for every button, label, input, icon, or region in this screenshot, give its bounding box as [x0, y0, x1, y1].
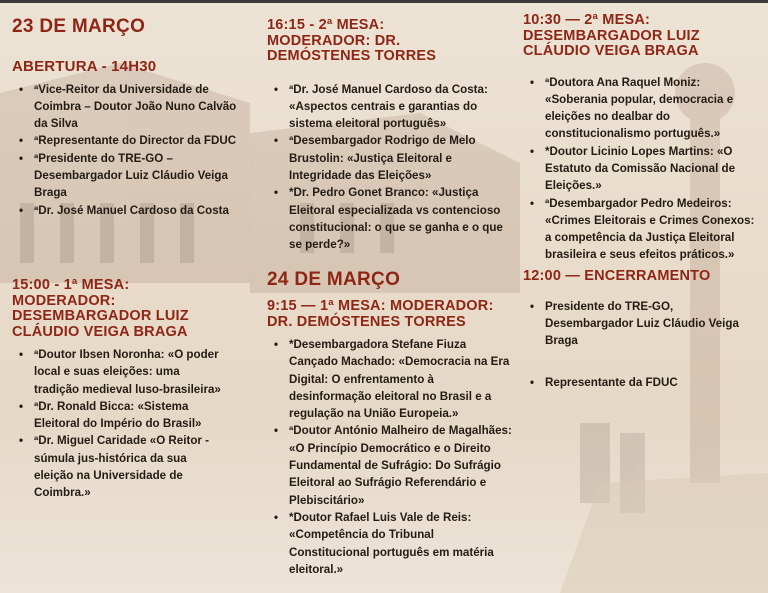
speaker-list: [523, 298, 748, 392]
list-item: • *Doutor Licinio Lopes Martins: «O Estatuto da Comissão Nacional de Eleições.»: [545, 143, 763, 195]
speaker-list: [12, 346, 227, 502]
list-item: • *Doutor Rafael Luis Vale de Reis: «Competência do Tribunal Constitucional português em matéria eleitoral.»: [289, 509, 512, 578]
speaker-list: [523, 74, 763, 264]
list-item: • ªDesembargador Pedro Medeiros: «Crimes Eleitorais e Crimes Conexos: a competência da Justiça Eleitoral brasileira e seus efeitos práticos.»: [545, 195, 763, 264]
section-heading: 9:15 — 1ª MESA: MODERADOR: DR. DEMÓSTENES TORRES: [267, 298, 494, 330]
list-item: • Representante da FDUC: [545, 374, 748, 391]
section-heading: 10:30 — 2ª MESA: DESEMBARGADOR LUIZ CLÁUDIO VEIGA BRAGA: [523, 12, 700, 59]
column-2-session: [267, 18, 507, 253]
list-item: • ªDoutora Ana Raquel Moniz: «Soberania popular, democracia e eleições no dealbar do constitucionalismo português.»: [545, 74, 763, 143]
column-3-session: [523, 13, 763, 264]
list-item: • ªRepresentante do Director da FDUC: [34, 132, 252, 149]
column-day-1-session-2: [12, 278, 227, 502]
list-item: • ªDr. José Manuel Cardoso da Costa: «Aspectos centrais e garantias do sistema eleitoral português»: [289, 81, 507, 133]
day-heading: 23 DE MARÇO: [12, 16, 146, 37]
top-bar: [0, 0, 768, 3]
section-heading: ABERTURA - 14H30: [12, 58, 157, 75]
section-heading: 12:00 — ENCERRAMENTO: [523, 268, 711, 284]
list-item: • Presidente do TRE-GO, Desembargador Luiz Cláudio Veiga Braga: [545, 298, 748, 350]
list-item: • ªVice-Reitor da Universidade de Coimbra – Doutor João Nuno Calvão da Silva: [34, 81, 252, 133]
column-3-closing: [523, 269, 748, 392]
speaker-list: [267, 81, 507, 254]
column-day-1: [12, 16, 252, 219]
section-heading: 16:15 - 2ª MESA: MODERADOR: DR. DEMÓSTENES TORRES: [267, 17, 437, 64]
list-item: • ªDr. Ronald Bicca: «Sistema Eleitoral do Império do Brasil»: [34, 398, 227, 433]
list-item: • ªDr. Miguel Caridade «O Reitor - súmula jus-histórica da sua eleição na Universidade de Coimbra.»: [34, 432, 227, 501]
list-item: • *Desembargadora Stefane Fiuza Cançado Machado: «Democracia na Era Digital: O enfrentamento à desinformação eleitoral no Brasil e a regulação na União Europeia.»: [289, 336, 512, 422]
list-item: • ªDr. José Manuel Cardoso da Costa: [34, 202, 252, 219]
speaker-list: [267, 336, 512, 578]
list-item: • ªDoutor António Malheiro de Magalhães: «O Princípio Democrático e o Direito Fundamental de Sufrágio: Do Sufrágio Eleitoral ao Sufrágio Referendário e Plebiscitário»: [289, 422, 512, 508]
list-item: • ªPresidente do TRE-GO – Desembargador Luiz Cláudio Veiga Braga: [34, 150, 252, 202]
list-item: • *Dr. Pedro Gonet Branco: «Justiça Eleitoral especializada vs contencioso constitucional: o que se ganha e o que se perde?»: [289, 184, 507, 253]
speaker-list: [12, 81, 252, 219]
column-day-2: [267, 269, 512, 578]
list-item: • ªDoutor Ibsen Noronha: «O poder local e suas eleições: uma tradição medieval luso-brasileira»: [34, 346, 227, 398]
section-heading: 15:00 - 1ª MESA: MODERADOR: DESEMBARGADOR LUIZ CLÁUDIO VEIGA BRAGA: [12, 277, 189, 340]
day-heading: 24 DE MARÇO: [267, 269, 401, 290]
list-item: • ªDesembargador Rodrigo de Melo Brustolin: «Justiça Eleitoral e Integridade das Eleições»: [289, 132, 507, 184]
